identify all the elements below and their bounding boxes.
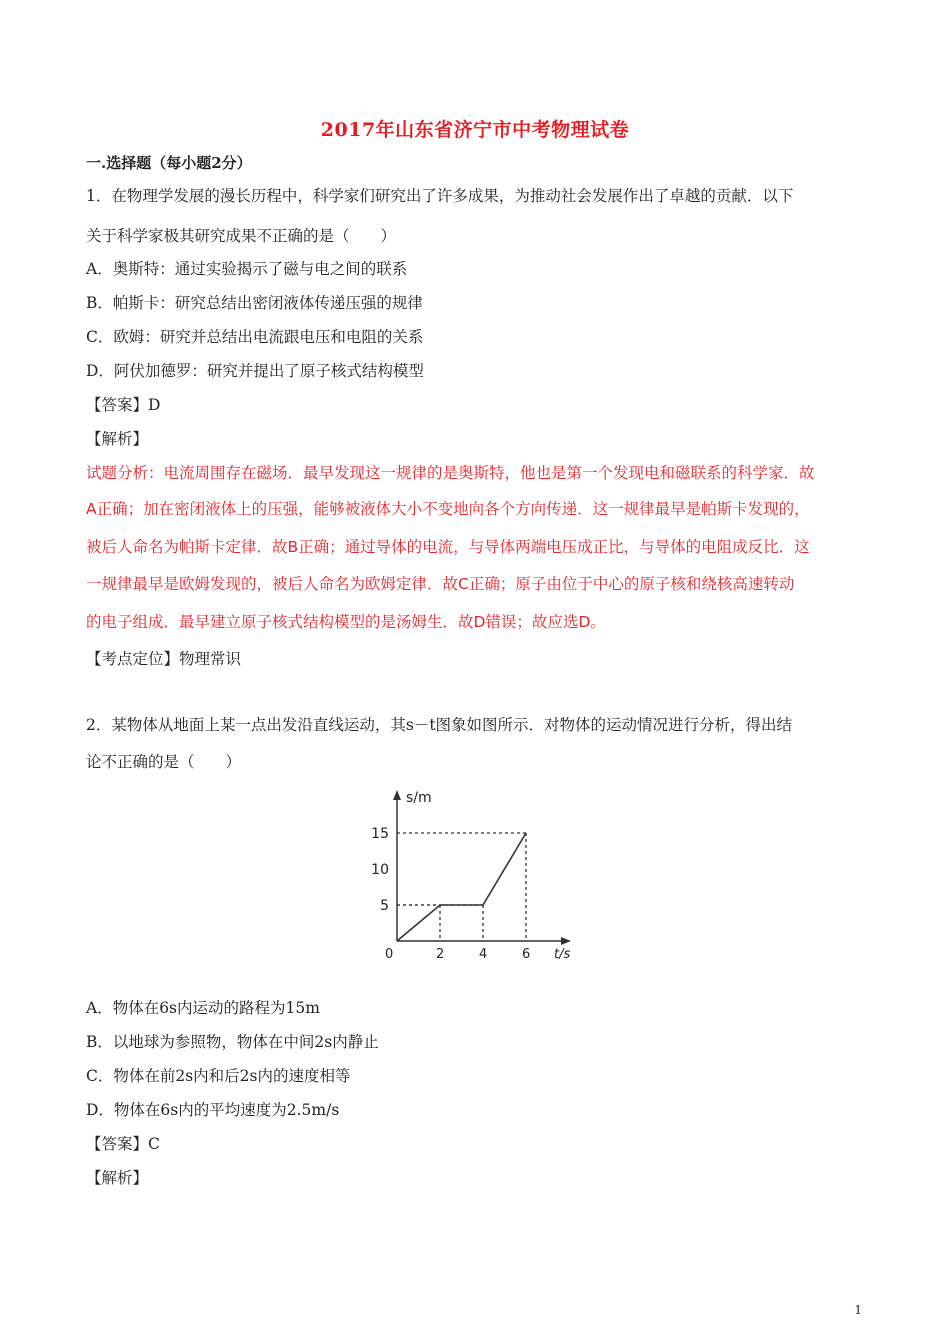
q1-analysis-line-5: 的电子组成．最早建立原子核式结构模型的是汤姆生．故D错误；故应选D。 — [86, 613, 606, 631]
y-tick-label: 5 — [380, 898, 389, 914]
y-axis-label: s/m — [406, 790, 432, 806]
x-tick-label: 4 — [479, 947, 488, 962]
q1-option-a: A．奥斯特：通过实验揭示了磁与电之间的联系 — [86, 260, 408, 278]
x-axis-label: t/s — [554, 947, 571, 962]
q1-analysis-label: 【解析】 — [86, 430, 149, 448]
q2-analysis-label: 【解析】 — [86, 1169, 149, 1187]
y-tick-label: 10 — [371, 862, 389, 878]
q2-option-a: A．物体在6s内运动的路程为15m — [86, 999, 320, 1017]
q2-answer: 【答案】C — [86, 1135, 160, 1153]
q1-answer: 【答案】D — [86, 396, 161, 414]
q1-analysis-line-1: 试题分析：电流周围存在磁场．最早发现这一规律的是奥斯特，他也是第一个发现电和磁联系的科学家．故 — [86, 464, 815, 482]
x-tick-label: 6 — [522, 947, 531, 962]
section-heading: 一.选择题（每小题2分） — [86, 154, 252, 172]
s-t-line — [397, 833, 526, 941]
q1-analysis-line-3: 被后人命名为帕斯卡定律．故B正确；通过导体的电流，与导体两端电压成正比，与导体的电阻成反比．这 — [86, 538, 810, 556]
y-tick-label: 15 — [371, 826, 389, 842]
page-title: 2017年山东省济宁市中考物理试卷 — [320, 119, 630, 141]
q2-option-c: C．物体在前2s内和后2s内的速度相等 — [86, 1067, 351, 1085]
x-tick-label: 0 — [385, 947, 394, 962]
q1-stem-line-1: 1．在物理学发展的漫长历程中，科学家们研究出了许多成果，为推动社会发展作出了卓越的贡献．以下 — [86, 187, 794, 205]
q1-option-b: B．帕斯卡：研究总结出密闭液体传递压强的规律 — [86, 294, 423, 312]
s-t-graph — [364, 784, 584, 974]
q1-option-c: C．欧姆：研究并总结出电流跟电压和电阻的关系 — [86, 328, 424, 346]
q1-analysis-line-4: 一规律最早是欧姆发现的，被后人命名为欧姆定律．故C正确；原子由位于中心的原子核和绕核高速转动 — [86, 575, 795, 593]
y-axis-arrow — [393, 790, 401, 800]
q2-stem-line-1: 2．某物体从地面上某一点出发沿直线运动，其s－t图象如图所示．对物体的运动情况进行分析，得出结 — [86, 716, 793, 734]
q2-option-b: B．以地球为参照物，物体在中间2s内静止 — [86, 1033, 379, 1051]
q1-knowledge-point: 【考点定位】物理常识 — [86, 650, 242, 668]
q2-stem-line-2: 论不正确的是（ ） — [86, 753, 242, 771]
q1-analysis-line-2: A正确；加在密闭液体上的压强，能够被液体大小不变地向各个方向传递．这一规律最早是帕斯卡发现的， — [86, 500, 810, 518]
q2-option-d: D．物体在6s内的平均速度为2.5m/s — [86, 1101, 340, 1119]
q1-option-d: D．阿伏加德罗：研究并提出了原子核式结构模型 — [86, 362, 424, 380]
page-number: 1 — [854, 1303, 862, 1317]
x-axis-arrow — [561, 937, 571, 945]
x-tick-label: 2 — [436, 947, 445, 962]
q1-stem-line-2: 关于科学家极其研究成果不正确的是（ ） — [86, 227, 397, 245]
